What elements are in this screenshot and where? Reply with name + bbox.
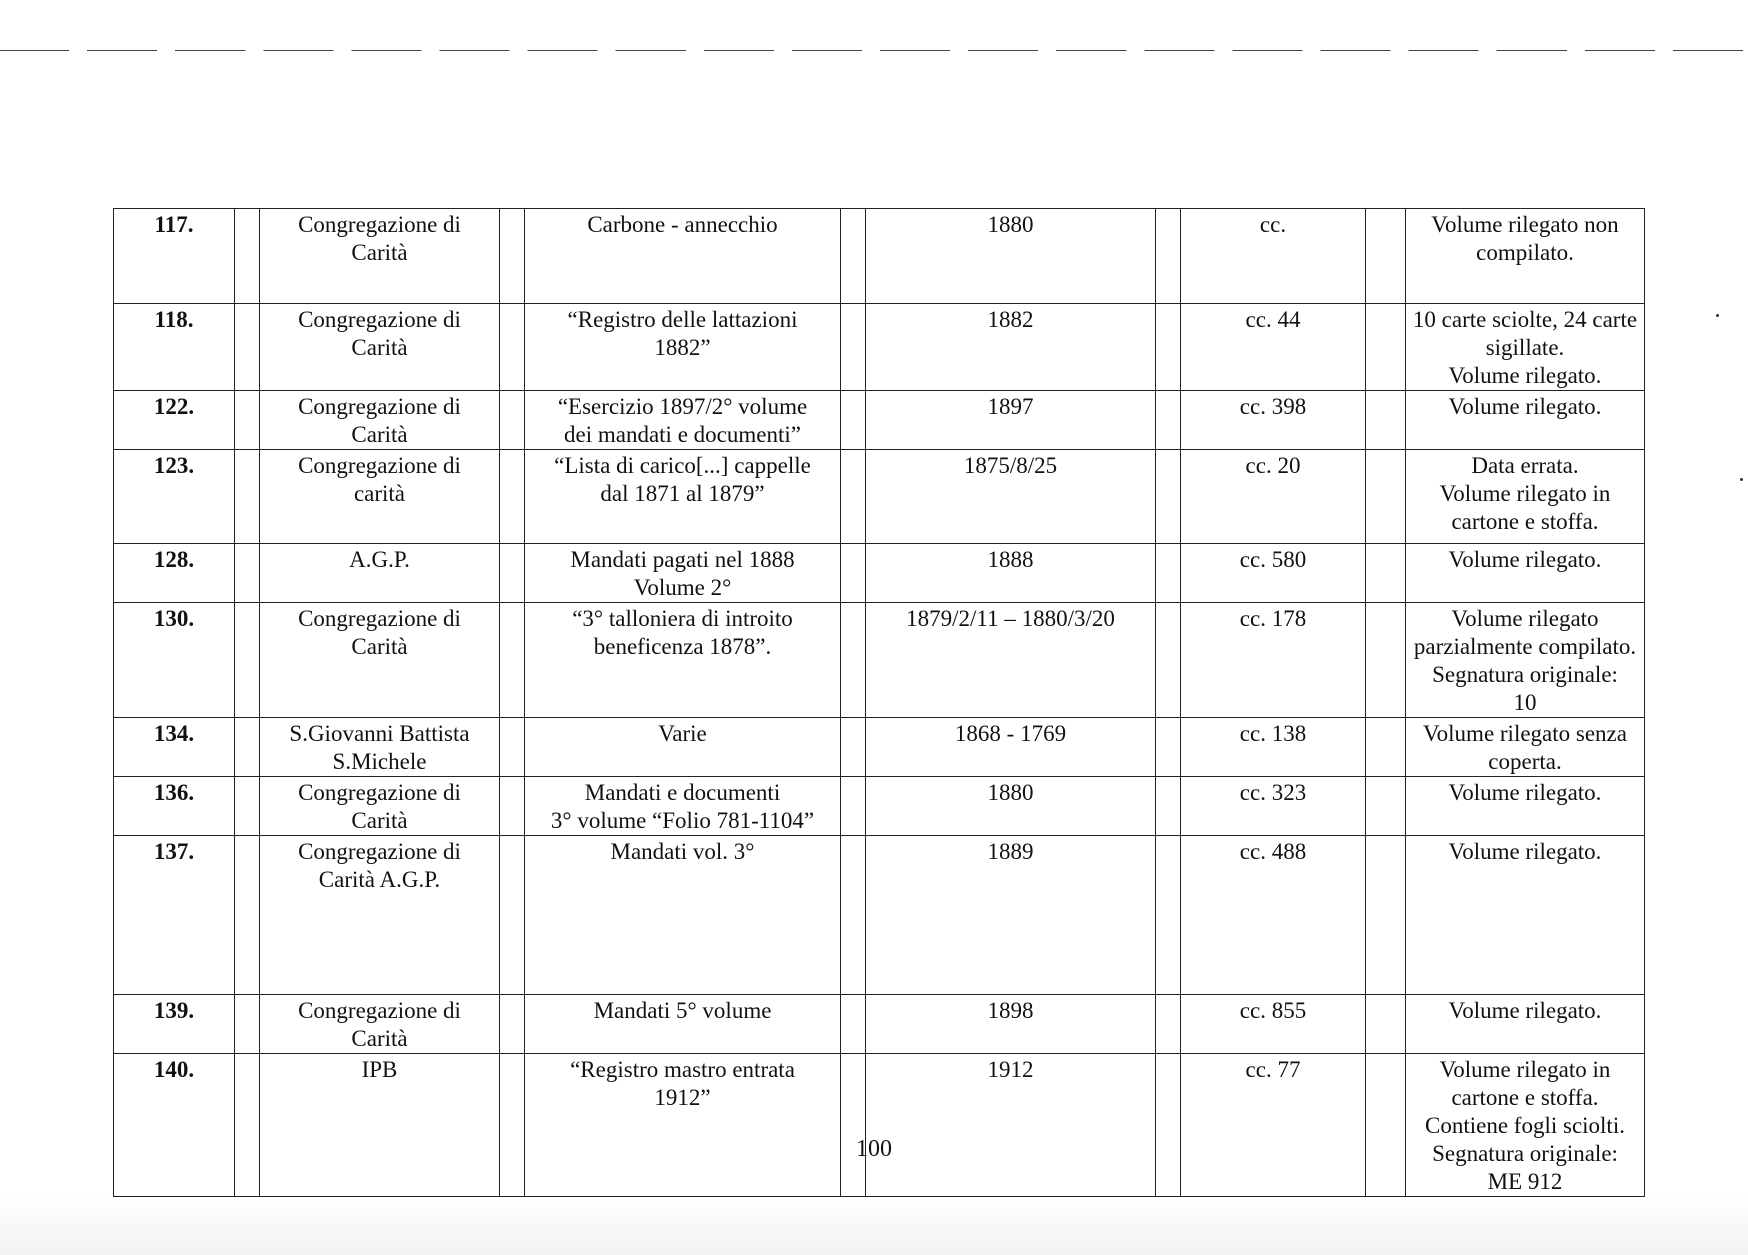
note-cell-line: coperta.	[1488, 749, 1562, 774]
spacer-cell	[841, 304, 866, 391]
titolo-cell-line: Mandati 5° volume	[593, 998, 772, 1023]
item-number: 130.	[114, 603, 235, 718]
spacer-cell	[500, 777, 525, 836]
titolo-cell	[525, 209, 841, 304]
ente-cell-line: Carità	[351, 240, 408, 265]
ente-cell	[260, 544, 500, 603]
spacer-cell	[1366, 544, 1406, 603]
carte-cell: cc. 855	[1181, 995, 1366, 1054]
inventory-table	[113, 208, 1645, 1197]
spacer-cell	[841, 836, 866, 995]
spacer-cell	[841, 777, 866, 836]
titolo-cell	[525, 995, 841, 1054]
item-number: 122.	[114, 391, 235, 450]
item-number: 134.	[114, 718, 235, 777]
ente-cell	[260, 1054, 500, 1197]
note-cell-line: Volume rilegato.	[1448, 394, 1602, 419]
ente-cell-line: Congregazione di	[298, 839, 461, 864]
carte-cell: cc. 44	[1181, 304, 1366, 391]
note-cell-line: compilato.	[1476, 240, 1574, 265]
scan-bottom-shade	[0, 1195, 1748, 1255]
ente-cell	[260, 391, 500, 450]
anni-cell: 1912	[866, 1054, 1156, 1197]
titolo-cell	[525, 1054, 841, 1197]
note-cell	[1406, 603, 1645, 718]
spacer-cell	[235, 450, 260, 544]
ente-cell-line: Congregazione di	[298, 307, 461, 332]
note-cell-line: Data errata.	[1471, 453, 1579, 478]
table-row	[114, 391, 1645, 450]
spacer-cell	[1366, 1054, 1406, 1197]
note-cell-line: Volume rilegato.	[1448, 998, 1602, 1023]
spacer-cell	[500, 209, 525, 304]
titolo-cell-line: Mandati e documenti	[584, 780, 781, 805]
spacer-cell	[500, 1054, 525, 1197]
spacer-cell	[1156, 995, 1181, 1054]
table-row	[114, 450, 1645, 544]
spacer-cell	[1366, 718, 1406, 777]
page-number: 100	[856, 1136, 892, 1162]
ente-cell-line: carità	[353, 481, 406, 506]
spacer-cell	[500, 544, 525, 603]
carte-cell: cc.	[1181, 209, 1366, 304]
anni-cell: 1898	[866, 995, 1156, 1054]
titolo-cell-line: “3° talloniera di introito	[572, 606, 793, 631]
note-cell-line: Volume rilegato senza	[1423, 721, 1627, 746]
ente-cell-line: Carità	[351, 1026, 408, 1051]
anni-cell: 1880	[866, 209, 1156, 304]
note-cell-line: Volume rilegato.	[1448, 780, 1602, 805]
item-number: 140.	[114, 1054, 235, 1197]
spacer-cell	[1156, 544, 1181, 603]
note-cell-line: parzialmente compilato.	[1413, 634, 1637, 659]
spacer-cell	[841, 544, 866, 603]
carte-cell: cc. 178	[1181, 603, 1366, 718]
titolo-cell-line: “Esercizio 1897/2° volume	[557, 394, 808, 419]
ente-cell-line: Congregazione di	[298, 606, 461, 631]
titolo-cell-line: Mandati vol. 3°	[610, 839, 755, 864]
carte-cell: cc. 580	[1181, 544, 1366, 603]
spacer-cell	[841, 995, 866, 1054]
titolo-cell-line: 1882”	[654, 335, 711, 360]
note-cell-line: 10	[1513, 690, 1537, 715]
spacer-cell	[1366, 209, 1406, 304]
spacer-cell	[500, 450, 525, 544]
spacer-cell	[841, 718, 866, 777]
spacer-cell	[500, 995, 525, 1054]
titolo-cell-line: Mandati pagati nel 1888	[570, 547, 795, 572]
ente-cell-line: Carità	[351, 634, 408, 659]
note-cell	[1406, 391, 1645, 450]
carte-cell: cc. 488	[1181, 836, 1366, 995]
note-cell-line: cartone e stoffa.	[1451, 1085, 1599, 1110]
note-cell-line: Segnatura originale:	[1432, 1141, 1618, 1166]
anni-cell: 1888	[866, 544, 1156, 603]
note-cell	[1406, 450, 1645, 544]
ente-cell-line: Carità	[351, 335, 408, 360]
spacer-cell	[500, 718, 525, 777]
spacer-cell	[235, 603, 260, 718]
ente-cell-line: Carità	[351, 808, 408, 833]
note-cell-line: Segnatura originale:	[1432, 662, 1618, 687]
spacer-cell	[1156, 209, 1181, 304]
item-number: 117.	[114, 209, 235, 304]
ente-cell-line: Carità A.G.P.	[318, 867, 441, 892]
ente-cell-line: Congregazione di	[298, 453, 461, 478]
spacer-cell	[235, 209, 260, 304]
note-cell-line: Volume rilegato non	[1431, 212, 1619, 237]
titolo-cell-line: Varie	[658, 721, 707, 746]
anni-cell: 1868 - 1769	[866, 718, 1156, 777]
titolo-cell-line: beneficenza 1878”.	[593, 634, 772, 659]
anni-cell: 1882	[866, 304, 1156, 391]
spacer-cell	[235, 391, 260, 450]
note-cell	[1406, 304, 1645, 391]
note-cell-line: ME 912	[1487, 1169, 1563, 1194]
table-row	[114, 836, 1645, 995]
table-row	[114, 544, 1645, 603]
anni-cell: 1897	[866, 391, 1156, 450]
spacer-cell	[1366, 304, 1406, 391]
spacer-cell	[235, 718, 260, 777]
spacer-cell	[235, 1054, 260, 1197]
titolo-cell	[525, 391, 841, 450]
spacer-cell	[235, 544, 260, 603]
ente-cell	[260, 995, 500, 1054]
item-number: 123.	[114, 450, 235, 544]
titolo-cell	[525, 777, 841, 836]
note-cell	[1406, 836, 1645, 995]
table-row	[114, 1054, 1645, 1197]
titolo-cell-line: “Registro delle lattazioni	[567, 307, 798, 332]
spacer-cell	[1156, 718, 1181, 777]
ente-cell	[260, 209, 500, 304]
spacer-cell	[1366, 391, 1406, 450]
note-cell-line: Volume rilegato.	[1448, 363, 1602, 388]
ente-cell	[260, 777, 500, 836]
note-cell-line: Volume rilegato.	[1448, 839, 1602, 864]
table-row	[114, 209, 1645, 304]
carte-cell: cc. 20	[1181, 450, 1366, 544]
titolo-cell-line: “Registro mastro entrata	[570, 1057, 795, 1082]
item-number: 136.	[114, 777, 235, 836]
note-cell-line: Volume rilegato	[1451, 606, 1599, 631]
spacer-cell	[841, 209, 866, 304]
note-cell-line: Contiene fogli sciolti.	[1425, 1113, 1625, 1138]
note-cell	[1406, 718, 1645, 777]
anni-cell: 1875/8/25	[866, 450, 1156, 544]
note-cell-line: Volume rilegato in	[1439, 1057, 1611, 1082]
titolo-cell-line: dei mandati e documenti”	[564, 422, 801, 447]
titolo-cell-line: Volume 2°	[633, 575, 732, 600]
top-dashed-rule	[0, 50, 1748, 51]
spacer-cell	[1366, 603, 1406, 718]
spacer-cell	[500, 836, 525, 995]
table-row	[114, 603, 1645, 718]
spacer-cell	[1156, 603, 1181, 718]
note-cell-line: Volume rilegato.	[1448, 547, 1602, 572]
ente-cell	[260, 836, 500, 995]
note-cell	[1406, 995, 1645, 1054]
anni-cell: 1879/2/11 – 1880/3/20	[866, 603, 1156, 718]
spacer-cell	[1156, 777, 1181, 836]
note-cell-line: Volume rilegato in	[1439, 481, 1611, 506]
note-cell-line: 10 carte sciolte, 24 carte	[1412, 307, 1638, 332]
ente-cell-line: Congregazione di	[298, 998, 461, 1023]
titolo-cell-line: 1912”	[654, 1085, 711, 1110]
titolo-cell	[525, 718, 841, 777]
note-cell	[1406, 1054, 1645, 1197]
spacer-cell	[841, 603, 866, 718]
anni-cell: 1880	[866, 777, 1156, 836]
spacer-cell	[235, 995, 260, 1054]
spacer-cell	[841, 391, 866, 450]
titolo-cell	[525, 450, 841, 544]
item-number: 137.	[114, 836, 235, 995]
spacer-cell	[1366, 450, 1406, 544]
titolo-cell-line: dal 1871 al 1879”	[600, 481, 765, 506]
note-cell-line: cartone e stoffa.	[1451, 509, 1599, 534]
spacer-cell	[500, 391, 525, 450]
stray-mark	[1740, 478, 1743, 481]
spacer-cell	[841, 1054, 866, 1197]
titolo-cell	[525, 304, 841, 391]
ente-cell-line: S.Giovanni Battista	[289, 721, 470, 746]
carte-cell: cc. 398	[1181, 391, 1366, 450]
carte-cell: cc. 77	[1181, 1054, 1366, 1197]
ente-cell	[260, 304, 500, 391]
ente-cell	[260, 450, 500, 544]
titolo-cell-line: 3° volume “Folio 781-1104”	[550, 808, 815, 833]
table-row	[114, 304, 1645, 391]
spacer-cell	[500, 304, 525, 391]
ente-cell-line: Congregazione di	[298, 394, 461, 419]
spacer-cell	[1156, 1054, 1181, 1197]
carte-cell: cc. 323	[1181, 777, 1366, 836]
ente-cell	[260, 603, 500, 718]
ente-cell	[260, 718, 500, 777]
note-cell	[1406, 777, 1645, 836]
titolo-cell-line: Carbone - annecchio	[587, 212, 778, 237]
ente-cell-line: Congregazione di	[298, 780, 461, 805]
spacer-cell	[1156, 391, 1181, 450]
ente-cell-line: A.G.P.	[349, 547, 410, 572]
spacer-cell	[1156, 836, 1181, 995]
note-cell-line: sigillate.	[1485, 335, 1565, 360]
ente-cell-line: Congregazione di	[298, 212, 461, 237]
spacer-cell	[235, 777, 260, 836]
spacer-cell	[1366, 836, 1406, 995]
spacer-cell	[841, 450, 866, 544]
table-row	[114, 718, 1645, 777]
spacer-cell	[500, 603, 525, 718]
item-number: 118.	[114, 304, 235, 391]
table-row	[114, 777, 1645, 836]
spacer-cell	[1156, 304, 1181, 391]
titolo-cell	[525, 544, 841, 603]
ente-cell-line: S.Michele	[332, 749, 427, 774]
spacer-cell	[235, 304, 260, 391]
item-number: 139.	[114, 995, 235, 1054]
titolo-cell	[525, 836, 841, 995]
titolo-cell	[525, 603, 841, 718]
item-number: 128.	[114, 544, 235, 603]
ente-cell-line: Carità	[351, 422, 408, 447]
ente-cell-line: IPB	[361, 1057, 398, 1082]
carte-cell: cc. 138	[1181, 718, 1366, 777]
titolo-cell-line: “Lista di carico[...] cappelle	[554, 453, 811, 478]
note-cell	[1406, 544, 1645, 603]
spacer-cell	[1366, 777, 1406, 836]
table-row	[114, 995, 1645, 1054]
spacer-cell	[1156, 450, 1181, 544]
note-cell	[1406, 209, 1645, 304]
anni-cell: 1889	[866, 836, 1156, 995]
spacer-cell	[1366, 995, 1406, 1054]
stray-mark	[1716, 314, 1719, 317]
spacer-cell	[235, 836, 260, 995]
